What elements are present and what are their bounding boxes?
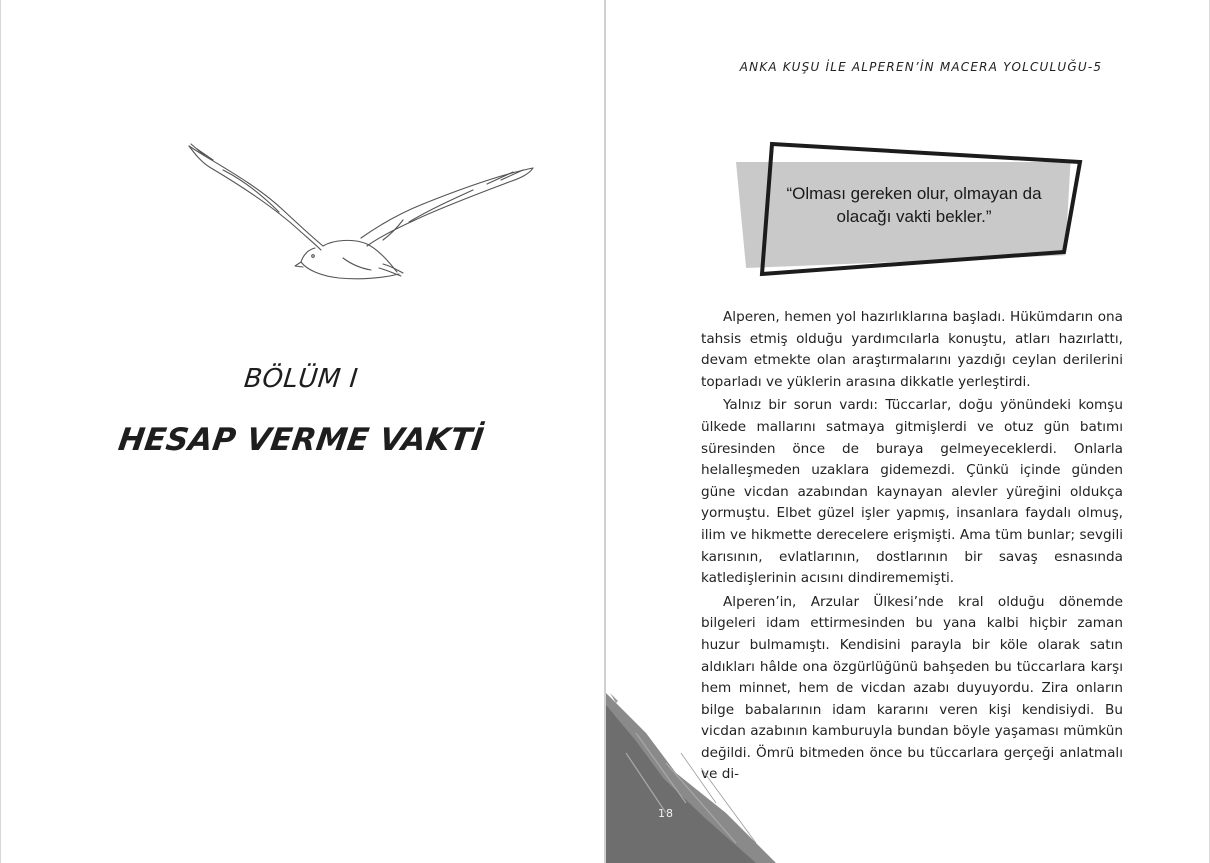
chapter-number: BÖLÜM I <box>242 364 360 394</box>
quote-box <box>732 140 1082 280</box>
left-page <box>0 0 604 863</box>
paragraph: Yalnız bir sorun vardı: Tüccarlar, doğu yönündeki komşu ülkede mallarını satmaya gitmişlerdi ve otuz gün batımı süresinden önce de buraya gelmeyeceklerdi. Onlarla helalleşmeden uzaklara gidemezdi. Çünkü içinde günden güne vicdan azabından kaynayan alevler yüreğini oldukça yormuştu. Elbet güzel işler yapmış, insanlara faydalı olmuş, ilim ve hikmette derecelere erişmişti. Ama tüm bunlar; sevgili karısının, evlatlarının, dostlarının bir savaş esnasında katledişlerinin acısını dindirememişti. <box>701 397 1123 587</box>
page-number: 18 <box>658 807 674 820</box>
running-header: ANKA KUŞU İLE ALPEREN’İN MACERA YOLCULUĞU-5 <box>739 60 1103 74</box>
chapter-title: HESAP VERME VAKTİ <box>116 422 486 458</box>
paragraph: Alperen, hemen yol hazırlıklarına başladı. Hükümdarın ona tahsis etmiş olduğu yardımcılarla konuştu, atları hazırlattı, devam etmekte olan araştırmalarını yazdığı ceylan derilerini toparladı ve yüklerin arasına dikkatle yerleştirdi. <box>701 309 1123 390</box>
right-page <box>606 0 1210 863</box>
seagull-icon <box>183 140 539 285</box>
quote-text <box>758 182 1070 228</box>
quote-line-2: olacağı vakti bekler.” <box>836 207 992 226</box>
quote-line-1: “Olması gereken olur, olmayan da <box>786 184 1042 203</box>
corner-brush-decoration <box>606 693 786 863</box>
paragraph: Alperen’in, Arzular Ülkesi’nde kral olduğu dönemde bilgeleri idam ettirmesinden bu yana kalbi hiçbir zaman huzur bulmamıştı. Kendisini parayla bir köle olarak satın aldıkları hâlde ona özgürlüğünü bahşeden bu tüccarlara karşı hem minnet, hem de vicdan azabı duyuyordu. Zira onların bilge babalarının idam kararını veren kişi kendisiydi. Bu vicdan azabının kamburuyla bundan böyle yaşaması mümkün değildi. Ömrü bitmeden önce bu tüccarlara gerçeği anlatmalı ve di- <box>701 593 1123 783</box>
